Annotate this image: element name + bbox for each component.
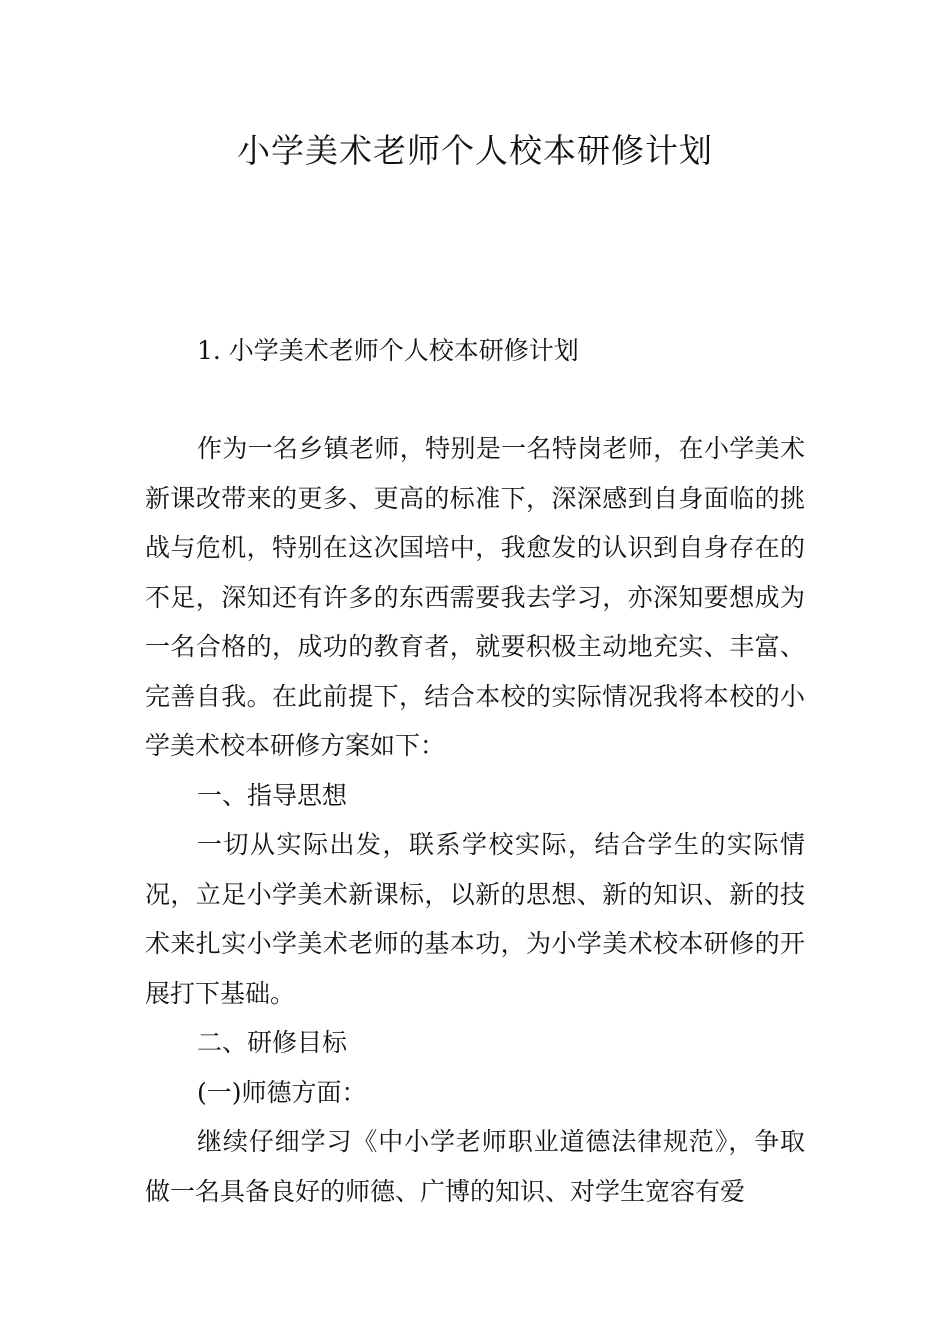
teacher-ethics-paragraph: 继续仔细学习《中小学老师职业道德法律规范》，争取做一名具备良好的师德、广博的知识、对学生宽容有爱: [145, 1127, 805, 1206]
document-title: 小学美术老师个人校本研修计划: [237, 131, 713, 170]
guiding-ideology-paragraph: 一切从实际出发，联系学校实际，结合学生的实际情况，立足小学美术新课标，以新的思想、新的知识、新的技术来扎实小学美术老师的基本功，为小学美术校本研修的开展打下基础。: [145, 830, 805, 1008]
document-body: [145, 424, 805, 1216]
subheading-teacher-ethics: (一)师德方面：: [197, 1077, 367, 1107]
section-heading: 1. 小学美术老师个人校本研修计划: [197, 336, 579, 365]
heading-guiding-ideology: 一、指导思想: [197, 780, 348, 810]
heading-research-goals: 二、研修目标: [197, 1028, 348, 1057]
intro-paragraph: 作为一名乡镇老师，特别是一名特岗老师，在小学美术新课改带来的更多、更高的标准下，深深感到自身面临的挑战与危机，特别在这次国培中，我愈发的认识到自身存在的不足，深知还有许多的东西需要我去学习，亦深知要想成为一名合格的，成功的教育者，就要积极主动地充实、丰富、完善自我。在此前提下，结合本校的实际情况我将本校的小学美术校本研修方案如下：: [145, 434, 805, 760]
